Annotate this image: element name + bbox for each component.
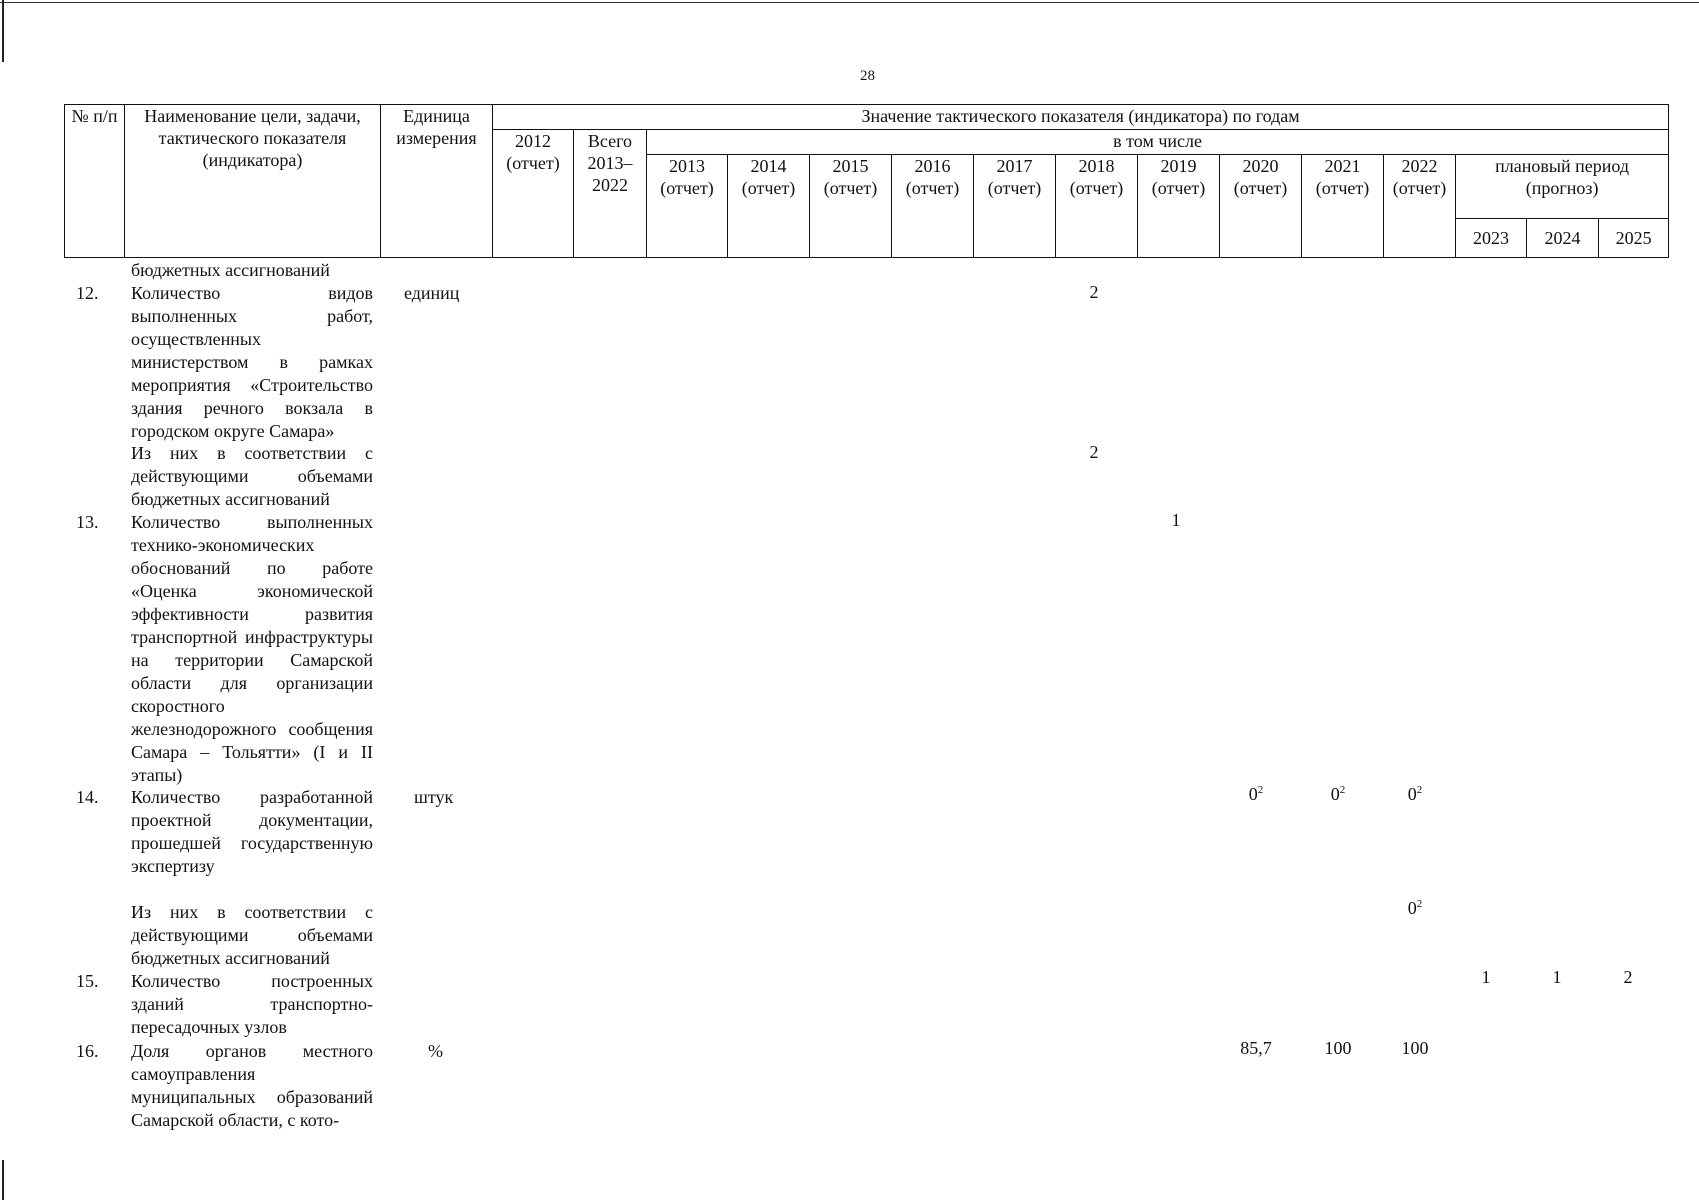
header-table [64, 104, 1669, 258]
header-year-2021: 2021 (отчет) [1302, 154, 1384, 257]
header-plan-2025: 2025 [1599, 219, 1669, 258]
header-unit: Единица измерения [381, 105, 493, 258]
row-13-name: Количество выполненных технико-экономических обоснований по работе «Оценка экономической эффективности развития транспортной инфраструктуры на территории Самарской области для организации скоростного железнодорожного сообщения Самара – Тольятти» (I и II этапы) [131, 512, 373, 785]
row-14-num: 14. [76, 787, 99, 807]
row-15-val-2024: 1 [1552, 967, 1562, 987]
header-name: Наименование цели, задачи, тактического показателя (индикатора) [125, 105, 381, 258]
scan-top-border [0, 2, 1699, 3]
header-year-2014: 2014 (отчет) [728, 154, 810, 257]
row-continuation-name: бюджетных ассигнований [131, 260, 330, 280]
row-16-val-2020: 85,7 [1240, 1038, 1272, 1058]
row-13-val-2019: 1 [1171, 510, 1181, 530]
row-16-val-2021: 100 [1324, 1038, 1352, 1058]
header-plan-period: плановый период (прогноз) [1456, 154, 1669, 219]
row-12b-name: Из них в соответствии с действующими объемами бюджетных ассигнований [131, 443, 373, 509]
row-12-num: 12. [76, 283, 99, 303]
row-13-num: 13. [76, 512, 99, 532]
row-14b-val-2022: $0^2$ [1407, 898, 1423, 918]
row-14-name: Количество разработанной проектной документации, прошедшей государственную экспертизу [131, 787, 373, 876]
row-12-name: Количество видов выполненных работ, осуществленных министерством в рамках мероприятия «Строительство здания речного вокзала в городском округе Самара» [131, 283, 373, 441]
header-year-2015: 2015 (отчет) [810, 154, 892, 257]
header-year-2020: 2020 (отчет) [1220, 154, 1302, 257]
row-12-val-2018: 2 [1089, 282, 1099, 302]
row-14-val-2020: $0^2$ [1248, 784, 1264, 804]
row-16-val-2022: 100 [1401, 1038, 1429, 1058]
row-14-unit: штук [414, 787, 454, 807]
header-plan-2023: 2023 [1456, 219, 1527, 258]
page-number: 28 [860, 68, 875, 84]
header-year-2018: 2018 (отчет) [1056, 154, 1138, 257]
header-2012: 2012 (отчет) [493, 129, 574, 257]
header-year-2016: 2016 (отчет) [892, 154, 974, 257]
row-15-num: 15. [76, 971, 99, 991]
scan-left-mark [2, 0, 4, 62]
header-plan-2024: 2024 [1527, 219, 1599, 258]
scan-left-mark-bottom [2, 1160, 4, 1200]
header-total: Всего 2013–2022 [574, 129, 647, 257]
row-12-unit: единиц [404, 283, 460, 303]
header-num: № п/п [65, 105, 125, 258]
row-16-num: 16. [76, 1041, 99, 1061]
header-including: в том числе [647, 129, 1669, 154]
row-16-name: Доля органов местного самоуправления муниципальных образований Самарской области, с кото- [131, 1041, 373, 1130]
header-year-2017: 2017 (отчет) [974, 154, 1056, 257]
header-year-2019: 2019 (отчет) [1138, 154, 1220, 257]
header-values: Значение тактического показателя (индикатора) по годам [493, 105, 1669, 130]
row-12b-val-2018: 2 [1089, 442, 1099, 462]
row-16-unit: % [428, 1041, 443, 1061]
row-14-val-2021: $0^2$ [1330, 784, 1346, 804]
row-14-val-2022: $0^2$ [1407, 784, 1423, 804]
header-year-2022: 2022 (отчет) [1384, 154, 1456, 257]
row-15-val-2023: 1 [1481, 967, 1491, 987]
row-15-val-2025: 2 [1623, 967, 1633, 987]
row-15-name: Количество построенных зданий транспортно-пересадочных узлов [131, 971, 373, 1037]
header-year-2013: 2013 (отчет) [647, 154, 728, 257]
row-14b-name: Из них в соответствии с действующими объемами бюджетных ассигнований [131, 902, 373, 968]
